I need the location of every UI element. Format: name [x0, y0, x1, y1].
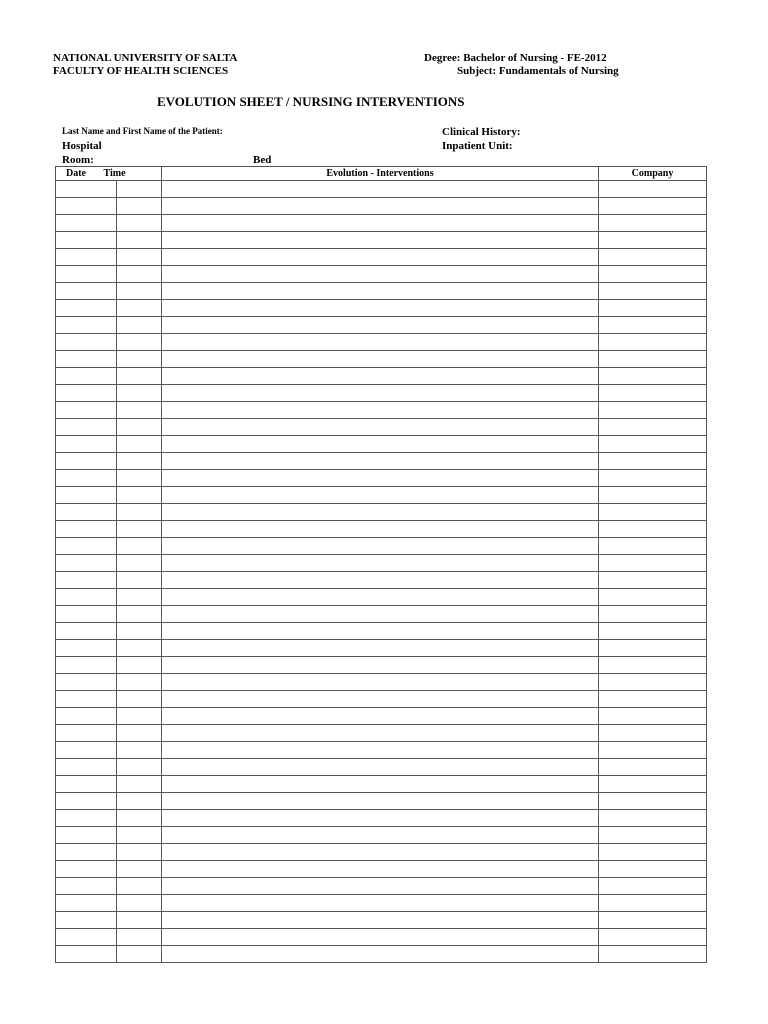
time-cell[interactable] [117, 674, 162, 691]
time-cell[interactable] [117, 419, 162, 436]
evolution-cell[interactable] [162, 181, 599, 198]
table-row [56, 742, 707, 759]
date-cell[interactable] [56, 929, 117, 946]
evolution-cell[interactable] [162, 946, 599, 963]
time-cell[interactable] [117, 861, 162, 878]
time-cell[interactable] [117, 402, 162, 419]
date-cell[interactable] [56, 861, 117, 878]
company-cell[interactable] [599, 402, 707, 419]
company-cell[interactable] [599, 810, 707, 827]
time-cell[interactable] [117, 810, 162, 827]
company-cell[interactable] [599, 691, 707, 708]
date-cell[interactable] [56, 368, 117, 385]
table-row [56, 912, 707, 929]
time-cell[interactable] [117, 742, 162, 759]
date-cell[interactable] [56, 793, 117, 810]
date-cell[interactable] [56, 606, 117, 623]
evolution-cell[interactable] [162, 232, 599, 249]
table-row [56, 232, 707, 249]
time-cell[interactable] [117, 232, 162, 249]
table-row [56, 606, 707, 623]
time-cell[interactable] [117, 300, 162, 317]
date-cell[interactable] [56, 657, 117, 674]
table-row [56, 657, 707, 674]
date-cell[interactable] [56, 674, 117, 691]
evolution-cell[interactable] [162, 504, 599, 521]
time-cell[interactable] [117, 759, 162, 776]
evolution-cell[interactable] [162, 912, 599, 929]
company-cell[interactable] [599, 351, 707, 368]
date-cell[interactable] [56, 249, 117, 266]
time-cell[interactable] [117, 827, 162, 844]
time-cell[interactable] [117, 946, 162, 963]
date-cell[interactable] [56, 827, 117, 844]
evolution-cell[interactable] [162, 317, 599, 334]
company-cell[interactable] [599, 912, 707, 929]
date-cell[interactable] [56, 198, 117, 215]
time-cell[interactable] [117, 844, 162, 861]
table-row [56, 895, 707, 912]
evolution-cell[interactable] [162, 725, 599, 742]
evolution-cell[interactable] [162, 453, 599, 470]
table-row [56, 487, 707, 504]
date-cell[interactable] [56, 521, 117, 538]
table-header-row [56, 167, 707, 181]
table-row [56, 317, 707, 334]
time-cell[interactable] [117, 521, 162, 538]
company-cell[interactable] [599, 181, 707, 198]
evolution-cell[interactable] [162, 776, 599, 793]
evolution-cell[interactable] [162, 793, 599, 810]
evolution-cell[interactable] [162, 742, 599, 759]
date-cell[interactable] [56, 759, 117, 776]
evolution-cell[interactable] [162, 555, 599, 572]
table-row [56, 402, 707, 419]
subject-label: Subject: Fundamentals of Nursing [457, 65, 619, 77]
time-cell[interactable] [117, 385, 162, 402]
company-cell[interactable] [599, 266, 707, 283]
company-cell[interactable] [599, 283, 707, 300]
evolution-cell[interactable] [162, 249, 599, 266]
date-cell[interactable] [56, 504, 117, 521]
company-cell[interactable] [599, 623, 707, 640]
company-cell[interactable] [599, 946, 707, 963]
company-cell[interactable] [599, 759, 707, 776]
date-cell[interactable] [56, 555, 117, 572]
company-cell[interactable] [599, 844, 707, 861]
table-row [56, 572, 707, 589]
company-cell[interactable] [599, 487, 707, 504]
page-title: EVOLUTION SHEET / NURSING INTERVENTIONS [157, 94, 465, 109]
company-cell[interactable] [599, 742, 707, 759]
date-cell[interactable] [56, 895, 117, 912]
evolution-cell[interactable] [162, 606, 599, 623]
time-cell[interactable] [117, 725, 162, 742]
company-cell[interactable] [599, 436, 707, 453]
company-cell[interactable] [599, 232, 707, 249]
date-cell[interactable] [56, 708, 117, 725]
evolution-cell[interactable] [162, 215, 599, 232]
evolution-cell[interactable] [162, 470, 599, 487]
table-row [56, 810, 707, 827]
evolution-cell[interactable] [162, 708, 599, 725]
company-cell[interactable] [599, 555, 707, 572]
table-row [56, 623, 707, 640]
table-row [56, 351, 707, 368]
date-cell[interactable] [56, 300, 117, 317]
company-cell[interactable] [599, 504, 707, 521]
column-date: Date [66, 167, 86, 179]
time-cell[interactable] [117, 334, 162, 351]
time-cell[interactable] [117, 317, 162, 334]
evolution-cell[interactable] [162, 487, 599, 504]
time-cell[interactable] [117, 657, 162, 674]
time-cell[interactable] [117, 623, 162, 640]
company-cell[interactable] [599, 929, 707, 946]
date-cell[interactable] [56, 283, 117, 300]
column-company: Company [599, 167, 707, 181]
date-cell[interactable] [56, 334, 117, 351]
company-cell[interactable] [599, 453, 707, 470]
company-cell[interactable] [599, 385, 707, 402]
table-row [56, 674, 707, 691]
time-cell[interactable] [117, 555, 162, 572]
time-cell[interactable] [117, 487, 162, 504]
date-cell[interactable] [56, 810, 117, 827]
evolution-cell[interactable] [162, 351, 599, 368]
date-cell[interactable] [56, 351, 117, 368]
table-row [56, 470, 707, 487]
table-row [56, 691, 707, 708]
evolution-cell[interactable] [162, 759, 599, 776]
table-row [56, 521, 707, 538]
company-cell[interactable] [599, 249, 707, 266]
evolution-cell[interactable] [162, 929, 599, 946]
evolution-cell[interactable] [162, 402, 599, 419]
date-cell[interactable] [56, 691, 117, 708]
time-cell[interactable] [117, 368, 162, 385]
time-cell[interactable] [117, 912, 162, 929]
time-cell[interactable] [117, 283, 162, 300]
time-cell[interactable] [117, 470, 162, 487]
evolution-cell[interactable] [162, 589, 599, 606]
university-name: NATIONAL UNIVERSITY OF SALTA [53, 52, 238, 64]
time-cell[interactable] [117, 538, 162, 555]
date-cell[interactable] [56, 912, 117, 929]
evolution-cell[interactable] [162, 878, 599, 895]
evolution-cell[interactable] [162, 283, 599, 300]
time-cell[interactable] [117, 266, 162, 283]
company-cell[interactable] [599, 793, 707, 810]
table-row [56, 198, 707, 215]
time-cell[interactable] [117, 691, 162, 708]
time-cell[interactable] [117, 708, 162, 725]
date-cell[interactable] [56, 385, 117, 402]
table-row [56, 759, 707, 776]
evolution-cell[interactable] [162, 844, 599, 861]
time-cell[interactable] [117, 436, 162, 453]
company-cell[interactable] [599, 368, 707, 385]
clinical-history-label: Clinical History: [442, 126, 521, 138]
date-cell[interactable] [56, 640, 117, 657]
table-row [56, 776, 707, 793]
table-row [56, 385, 707, 402]
table-row [56, 504, 707, 521]
company-cell[interactable] [599, 317, 707, 334]
date-cell[interactable] [56, 878, 117, 895]
company-cell[interactable] [599, 215, 707, 232]
patient-name-label: Last Name and First Name of the Patient: [62, 126, 223, 136]
table-body [56, 181, 707, 963]
evolution-cell[interactable] [162, 266, 599, 283]
company-cell[interactable] [599, 640, 707, 657]
date-cell[interactable] [56, 725, 117, 742]
company-cell[interactable] [599, 538, 707, 555]
company-cell[interactable] [599, 674, 707, 691]
table-row [56, 861, 707, 878]
time-cell[interactable] [117, 249, 162, 266]
time-cell[interactable] [117, 776, 162, 793]
company-cell[interactable] [599, 589, 707, 606]
table-row [56, 929, 707, 946]
time-cell[interactable] [117, 793, 162, 810]
evolution-cell[interactable] [162, 538, 599, 555]
degree-label: Degree: Bachelor of Nursing - FE-2012 [424, 52, 607, 64]
evolution-cell[interactable] [162, 300, 599, 317]
evolution-cell[interactable] [162, 198, 599, 215]
evolution-cell[interactable] [162, 657, 599, 674]
date-cell[interactable] [56, 317, 117, 334]
table-row [56, 249, 707, 266]
evolution-cell[interactable] [162, 521, 599, 538]
date-cell[interactable] [56, 623, 117, 640]
date-cell[interactable] [56, 776, 117, 793]
table-row [56, 436, 707, 453]
company-cell[interactable] [599, 708, 707, 725]
company-cell[interactable] [599, 572, 707, 589]
bed-label: Bed [253, 154, 272, 166]
table-row [56, 555, 707, 572]
table-row [56, 300, 707, 317]
hospital-label: Hospital [62, 140, 102, 152]
time-cell[interactable] [117, 453, 162, 470]
evolution-cell[interactable] [162, 861, 599, 878]
company-cell[interactable] [599, 198, 707, 215]
company-cell[interactable] [599, 606, 707, 623]
company-cell[interactable] [599, 861, 707, 878]
date-cell[interactable] [56, 436, 117, 453]
evolution-cell[interactable] [162, 810, 599, 827]
company-cell[interactable] [599, 725, 707, 742]
table-row [56, 181, 707, 198]
evolution-cell[interactable] [162, 419, 599, 436]
evolution-table [55, 166, 707, 963]
company-cell[interactable] [599, 878, 707, 895]
table-row [56, 946, 707, 963]
table-row [56, 266, 707, 283]
time-cell[interactable] [117, 215, 162, 232]
evolution-cell[interactable] [162, 334, 599, 351]
table-row [56, 589, 707, 606]
table-row [56, 725, 707, 742]
date-cell[interactable] [56, 453, 117, 470]
date-time-header [56, 167, 162, 181]
time-cell[interactable] [117, 640, 162, 657]
inpatient-unit-label: Inpatient Unit: [442, 140, 513, 152]
evolution-cell[interactable] [162, 385, 599, 402]
company-cell[interactable] [599, 657, 707, 674]
evolution-cell[interactable] [162, 691, 599, 708]
room-label: Room: [62, 154, 94, 166]
table-row [56, 283, 707, 300]
date-cell[interactable] [56, 215, 117, 232]
date-cell[interactable] [56, 538, 117, 555]
evolution-cell[interactable] [162, 640, 599, 657]
date-cell[interactable] [56, 742, 117, 759]
date-cell[interactable] [56, 232, 117, 249]
company-cell[interactable] [599, 470, 707, 487]
table-row [56, 538, 707, 555]
date-cell[interactable] [56, 419, 117, 436]
company-cell[interactable] [599, 419, 707, 436]
time-cell[interactable] [117, 606, 162, 623]
evolution-cell[interactable] [162, 572, 599, 589]
table-row [56, 334, 707, 351]
time-cell[interactable] [117, 181, 162, 198]
time-cell[interactable] [117, 929, 162, 946]
time-cell[interactable] [117, 198, 162, 215]
faculty-name: FACULTY OF HEALTH SCIENCES [53, 65, 229, 77]
evolution-cell[interactable] [162, 827, 599, 844]
company-cell[interactable] [599, 300, 707, 317]
company-cell[interactable] [599, 334, 707, 351]
company-cell[interactable] [599, 827, 707, 844]
date-cell[interactable] [56, 946, 117, 963]
date-cell[interactable] [56, 181, 117, 198]
table-row [56, 844, 707, 861]
company-cell[interactable] [599, 895, 707, 912]
evolution-cell[interactable] [162, 436, 599, 453]
table-row [56, 827, 707, 844]
time-cell[interactable] [117, 572, 162, 589]
evolution-cell[interactable] [162, 623, 599, 640]
company-cell[interactable] [599, 521, 707, 538]
date-cell[interactable] [56, 470, 117, 487]
evolution-cell[interactable] [162, 368, 599, 385]
table-row [56, 640, 707, 657]
table-row [56, 793, 707, 810]
time-cell[interactable] [117, 504, 162, 521]
time-cell[interactable] [117, 878, 162, 895]
column-time: Time [103, 167, 126, 179]
table-row [56, 419, 707, 436]
table-row [56, 215, 707, 232]
date-cell[interactable] [56, 589, 117, 606]
date-cell[interactable] [56, 844, 117, 861]
table-row [56, 708, 707, 725]
date-cell[interactable] [56, 266, 117, 283]
table-row [56, 368, 707, 385]
evolution-cell[interactable] [162, 674, 599, 691]
time-cell[interactable] [117, 589, 162, 606]
date-cell[interactable] [56, 487, 117, 504]
time-cell[interactable] [117, 351, 162, 368]
table-row [56, 453, 707, 470]
date-cell[interactable] [56, 402, 117, 419]
column-evolution: Evolution - Interventions [162, 167, 599, 181]
company-cell[interactable] [599, 776, 707, 793]
date-cell[interactable] [56, 572, 117, 589]
evolution-cell[interactable] [162, 895, 599, 912]
time-cell[interactable] [117, 895, 162, 912]
table-row [56, 878, 707, 895]
